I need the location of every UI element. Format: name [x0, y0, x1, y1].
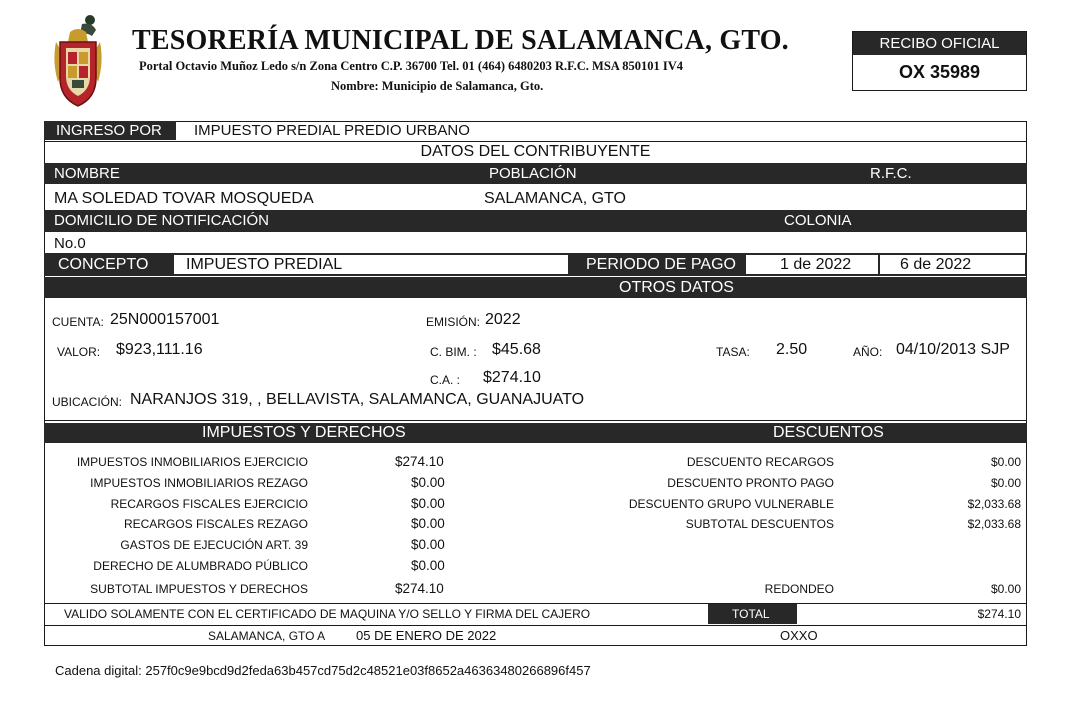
valor-value: $923,111.16 — [116, 341, 203, 358]
concepto-label: CONCEPTO — [58, 256, 149, 273]
contribuyente-header-bar — [44, 163, 1027, 184]
ingreso-label: INGRESO POR — [44, 121, 176, 140]
domicilio-header-bar — [44, 210, 1027, 232]
ca-value: $274.10 — [483, 369, 541, 386]
redondeo-value: $0.00 — [990, 582, 1021, 596]
issuer-address: Portal Octavio Muñoz Ledo s/n Zona Centro C.P. 36700 Tel. 01 (464) 6480203 R.F.C. MSA 850101 IV4 — [139, 59, 684, 73]
nombre-value: MA SOLEDAD TOVAR MOSQUEDA — [54, 190, 314, 207]
impuesto-row-label: IMPUESTOS INMOBILIARIOS EJERCICIO — [76, 455, 308, 469]
descuento-row-label: DESCUENTO GRUPO VULNERABLE — [628, 497, 834, 511]
divider — [44, 420, 1027, 421]
impuesto-row-amount: $0.00 — [411, 558, 445, 573]
impuesto-row-amount: $274.10 — [395, 581, 444, 596]
poblacion-value: SALAMANCA, GTO — [484, 190, 626, 207]
impuesto-row-label: RECARGOS FISCALES REZAGO — [123, 517, 308, 531]
impuesto-row-label: GASTOS DE EJECUCIÓN ART. 39 — [120, 538, 308, 552]
domicilio-label: DOMICILIO DE NOTIFICACIÓN — [54, 212, 270, 229]
section-title-contribuyente: DATOS DEL CONTRIBUYENTE — [420, 143, 651, 160]
anio-label: AÑO: — [853, 345, 883, 359]
ca-label: C.A. : — [430, 373, 461, 387]
issuer-name: Nombre: Municipio de Salamanca, Gto. — [331, 79, 544, 93]
lugar-text: SALAMANCA, GTO A — [208, 629, 326, 643]
divider — [44, 603, 1027, 604]
impuesto-row-label: DERECHO DE ALUMBRADO PÚBLICO — [93, 559, 308, 573]
periodo-label: PERIODO DE PAGO — [586, 256, 736, 273]
page-title: TESORERÍA MUNICIPAL DE SALAMANCA, GTO. — [132, 25, 789, 56]
rfc-label: R.F.C. — [870, 165, 912, 182]
cuenta-label: CUENTA: — [52, 315, 104, 329]
nombre-label: NOMBRE — [54, 165, 120, 182]
valor-label: VALOR: — [57, 345, 101, 359]
emision-label: EMISIÓN: — [426, 315, 481, 329]
impuesto-row-amount: $274.10 — [395, 454, 444, 469]
periodo-inicio: 1 de 2022 — [746, 255, 878, 274]
total-value: $274.10 — [977, 607, 1021, 621]
descuento-row-amount: $0.00 — [990, 455, 1021, 469]
cuenta-value: 25N000157001 — [110, 311, 220, 328]
descuento-row-amount: $2,033.68 — [967, 517, 1021, 531]
emision-value: 2022 — [485, 311, 521, 328]
impuestos-descuentos-bar — [44, 423, 1027, 443]
impuestos-title: IMPUESTOS Y DERECHOS — [202, 424, 406, 441]
impuesto-row-amount: $0.00 — [411, 475, 445, 490]
descuento-row-label: SUBTOTAL DESCUENTOS — [685, 517, 834, 531]
otros-datos-title: OTROS DATOS — [619, 279, 734, 296]
poblacion-label: POBLACIÓN — [489, 165, 577, 182]
colonia-label: COLONIA — [784, 212, 852, 229]
ingreso-value: IMPUESTO PREDIAL PREDIO URBANO — [194, 122, 470, 139]
fecha-text: 05 DE ENERO DE 2022 — [356, 628, 497, 643]
receipt-box — [852, 31, 1027, 91]
otros-datos-bar — [44, 277, 1027, 298]
concepto-value: IMPUESTO PREDIAL — [174, 255, 568, 274]
total-label: TOTAL — [708, 604, 797, 624]
cadena-digital — [55, 663, 591, 678]
impuesto-row-amount: $0.00 — [411, 496, 445, 511]
cbim-value: $45.68 — [492, 341, 541, 358]
descuento-row-label: DESCUENTO RECARGOS — [686, 455, 834, 469]
periodo-fin: 6 de 2022 — [880, 255, 1025, 274]
descuento-row-amount: $2,033.68 — [967, 497, 1021, 511]
divider — [44, 625, 1027, 626]
descuento-row-label: DESCUENTO PRONTO PAGO — [667, 476, 834, 490]
receipt-label: RECIBO OFICIAL — [853, 32, 1026, 55]
domicilio-value: No.0 — [54, 235, 86, 252]
ubicacion-label: UBICACIÓN: — [52, 395, 123, 409]
receipt-number: OX 35989 — [898, 62, 981, 82]
impuesto-row-label: RECARGOS FISCALES EJERCICIO — [110, 497, 308, 511]
impuesto-row-amount: $0.00 — [411, 537, 445, 552]
descuento-row-amount: $0.00 — [990, 476, 1021, 490]
tasa-label: TASA: — [716, 345, 750, 359]
sucursal-text: OXXO — [780, 628, 818, 643]
redondeo-label: REDONDEO — [764, 582, 834, 596]
impuesto-row-amount: $0.00 — [411, 516, 445, 531]
impuesto-row-label: IMPUESTOS INMOBILIARIOS REZAGO — [90, 476, 308, 490]
ubicacion-value: NARANJOS 319, , BELLAVISTA, SALAMANCA, GUANAJUATO — [130, 391, 585, 408]
coat-of-arms-logo — [52, 12, 104, 108]
tasa-value: 2.50 — [776, 341, 808, 358]
validez-text: VALIDO SOLAMENTE CON EL CERTIFICADO DE MAQUINA Y/O SELLO Y FIRMA DEL CAJERO — [64, 607, 591, 621]
cadena-value: 257f0c9e9bcd9d2feda63b457cd75d2c48521e03f8652a46363480266896f457 — [145, 663, 591, 678]
impuesto-row-label: SUBTOTAL IMPUESTOS Y DERECHOS — [90, 582, 308, 596]
descuentos-title: DESCUENTOS — [773, 424, 884, 441]
cadena-label: Cadena digital: — [55, 663, 142, 678]
anio-value: 04/10/2013 SJP — [896, 341, 1010, 358]
cbim-label: C. BIM. : — [430, 345, 477, 359]
